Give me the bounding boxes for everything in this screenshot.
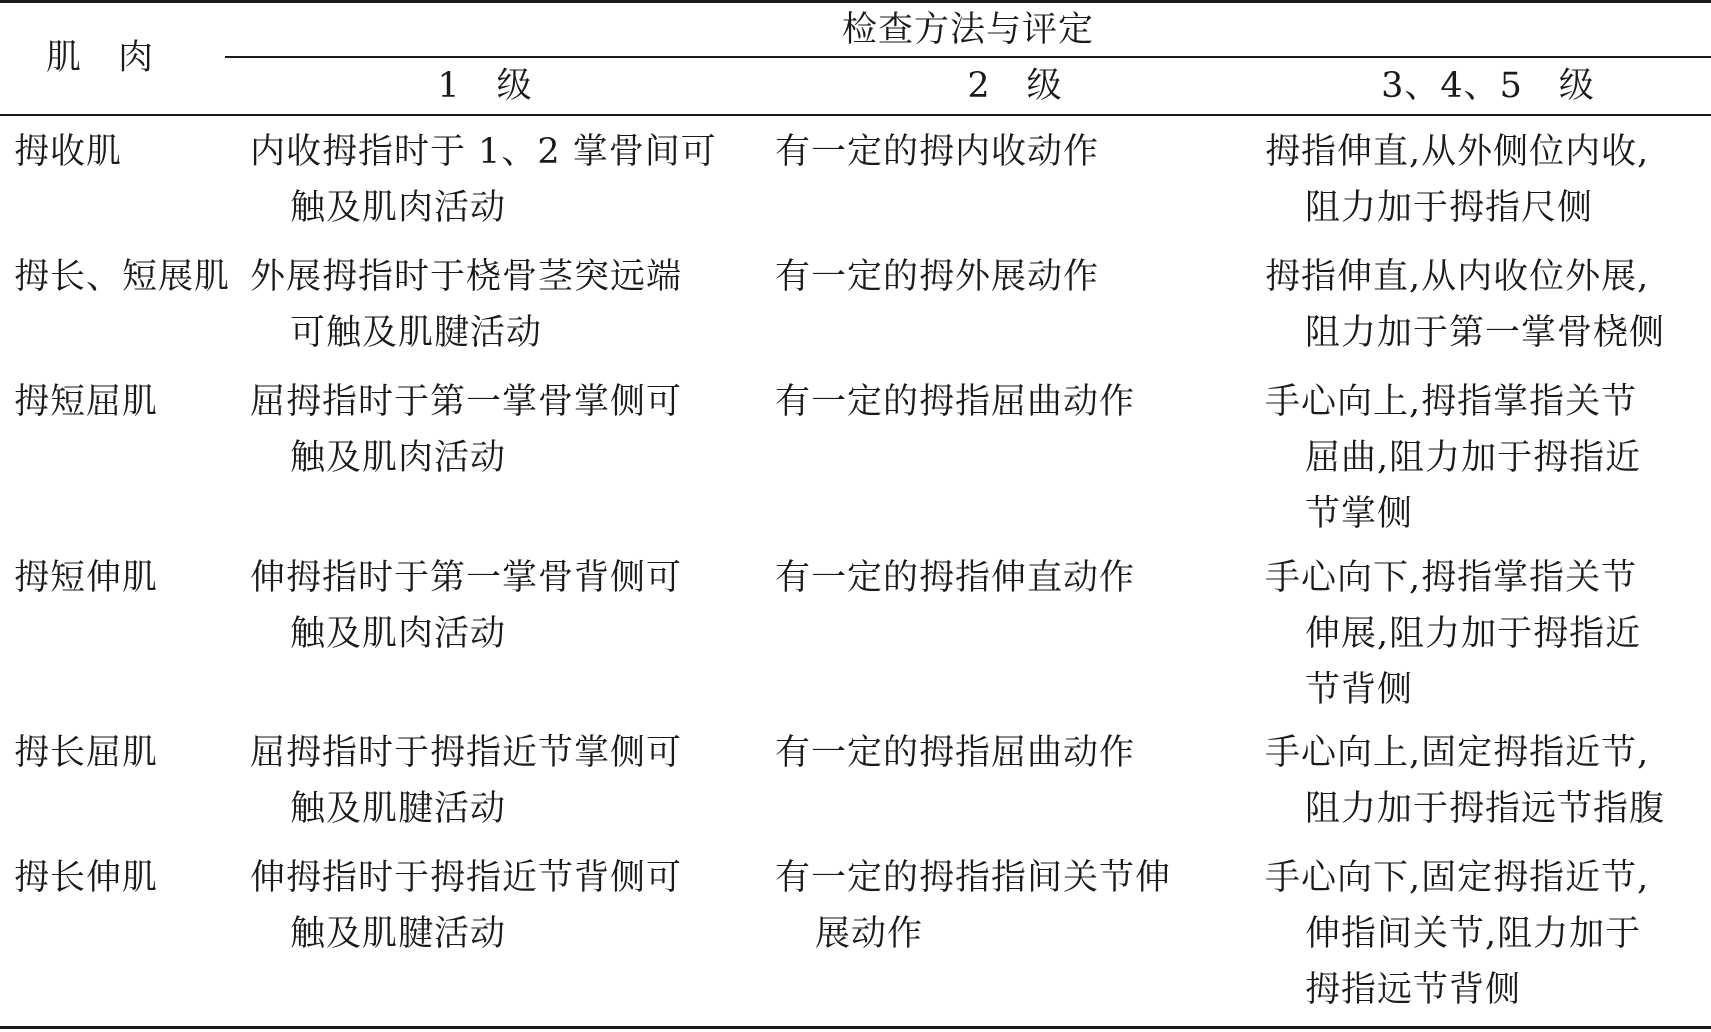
grade1-line2: 触及肌腱活动 (290, 789, 507, 829)
grade1-line1: 伸拇指时于拇指近节背侧可 (250, 858, 683, 898)
muscle-name: 拇长屈肌 (14, 733, 159, 773)
grade345-line2: 阻力加于拇指尺侧 (1305, 188, 1594, 228)
grade345-line3: 拇指远节背侧 (1305, 970, 1522, 1010)
grade1-line1: 屈拇指时于第一掌骨掌侧可 (250, 382, 683, 422)
muscle-name: 拇长伸肌 (14, 858, 159, 898)
grade345-line2: 伸展,阻力加于拇指近 (1305, 614, 1642, 654)
grade2-line1: 有一定的拇外展动作 (775, 257, 1100, 297)
grade2-line1: 有一定的拇指屈曲动作 (775, 382, 1136, 422)
grade345-line1: 手心向下,固定拇指近节, (1265, 858, 1650, 898)
grade1-line2: 可触及肌腱活动 (290, 313, 543, 353)
grade345-line2: 伸指间关节,阻力加于 (1305, 914, 1642, 954)
grade2-line2: 展动作 (815, 914, 924, 954)
muscle-name: 拇短伸肌 (14, 558, 159, 598)
grade2-line1: 有一定的拇内收动作 (775, 132, 1100, 172)
grade2-line1: 有一定的拇指屈曲动作 (775, 733, 1136, 773)
grade1-line2: 触及肌肉活动 (290, 614, 507, 654)
grade345-line1: 拇指伸直,从外侧位内收, (1265, 132, 1650, 172)
muscle-name: 拇收肌 (14, 132, 123, 172)
grade1-line1: 外展拇指时于桡骨茎突远端 (250, 257, 683, 297)
header-sub-rule (225, 56, 1711, 58)
muscle-name: 拇短屈肌 (14, 382, 159, 422)
header-grade-1: 1 级 (437, 66, 533, 106)
grade1-line1: 内收拇指时于 1、2 掌骨间可 (250, 132, 717, 172)
table-bottom-rule (0, 1026, 1711, 1029)
grade345-line1: 手心向下,拇指掌指关节 (1265, 558, 1638, 598)
grade1-line2: 触及肌肉活动 (290, 188, 507, 228)
grade345-line3: 节掌侧 (1305, 494, 1414, 534)
grade345-line2: 阻力加于第一掌骨桡侧 (1305, 313, 1666, 353)
header-method-group: 检查方法与评定 (841, 10, 1094, 50)
header-bottom-rule (0, 114, 1711, 116)
grade345-line2: 阻力加于拇指远节指腹 (1305, 789, 1666, 829)
grade2-line1: 有一定的拇指指间关节伸 (775, 858, 1172, 898)
table-top-rule (0, 0, 1711, 3)
header-grade-345: 3、4、5 级 (1381, 66, 1595, 106)
grade2-line1: 有一定的拇指伸直动作 (775, 558, 1136, 598)
grade345-line3: 节背侧 (1305, 670, 1414, 710)
header-muscle: 肌 肉 (45, 38, 154, 78)
grade1-line1: 伸拇指时于第一掌骨背侧可 (250, 558, 683, 598)
grade1-line2: 触及肌肉活动 (290, 438, 507, 478)
grade345-line1: 拇指伸直,从内收位外展, (1265, 257, 1650, 297)
header-grade-2: 2 级 (967, 66, 1063, 106)
grade1-line1: 屈拇指时于拇指近节掌侧可 (250, 733, 683, 773)
grade1-line2: 触及肌腱活动 (290, 914, 507, 954)
grade345-line2: 屈曲,阻力加于拇指近 (1305, 438, 1642, 478)
grade345-line1: 手心向上,拇指掌指关节 (1265, 382, 1638, 422)
grade345-line1: 手心向上,固定拇指近节, (1265, 733, 1650, 773)
muscle-name: 拇长、短展肌 (14, 257, 231, 297)
